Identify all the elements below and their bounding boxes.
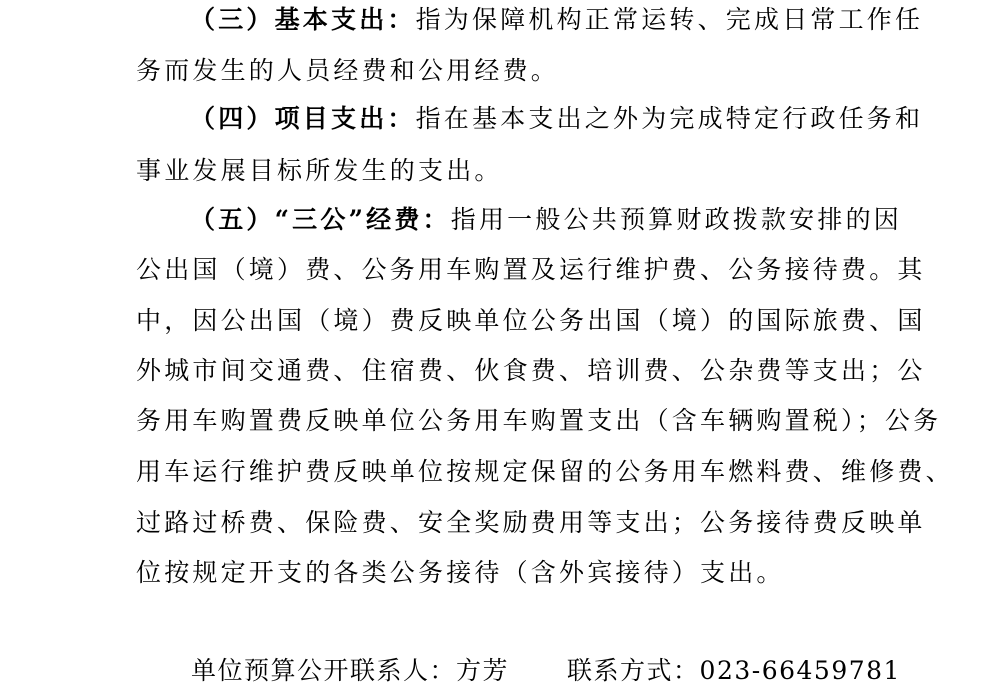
- paragraph-3-line-1: [190, 205, 902, 235]
- paragraph-2-line-2: 事业发展目标所发生的支出。: [136, 156, 503, 185]
- paragraph-3-line-4: 外城市间交通费、住宿费、伙食费、培训费、公杂费等支出；公: [136, 356, 926, 385]
- paragraph-3-line-7: 过路过桥费、保险费、安全奖励费用等支出；公务接待费反映单: [136, 508, 926, 537]
- paragraph-3-line-2: 公出国（境）费、公务用车购置及运行维护费、公务接待费。其: [136, 255, 926, 284]
- paragraph-2-line-1: [190, 104, 923, 134]
- term-basic-expenditure: （三）基本支出：: [190, 5, 416, 34]
- definition-text: 指用一般公共预算财政拨款安排的因: [450, 205, 902, 234]
- paragraph-1-line-1: [190, 5, 923, 35]
- paragraph-1-line-2: 务而发生的人员经费和公用经费。: [136, 56, 560, 85]
- definition-text: 指为保障机构正常运转、完成日常工作任: [415, 5, 924, 34]
- paragraph-3-line-5: 务用车购置费反映单位公务用车购置支出（含车辆购置税）；公务: [136, 406, 942, 435]
- term-three-public-expenses: （五）“三公”经费：: [190, 205, 451, 234]
- term-project-expenditure: （四）项目支出：: [190, 104, 416, 133]
- contact-footer: [191, 656, 901, 686]
- paragraph-3-line-6: 用车运行维护费反映单位按规定保留的公务用车燃料费、维修费、: [136, 457, 954, 486]
- paragraph-3-line-8: 位按规定开支的各类公务接待（含外宾接待）支出。: [136, 558, 785, 587]
- phone-number: 023-66459781: [699, 656, 901, 685]
- phone-label: 联系方式：: [567, 656, 700, 685]
- contact-label: 单位预算公开联系人：: [191, 656, 457, 685]
- contact-name: 方芳: [456, 656, 510, 685]
- definition-text: 指在基本支出之外为完成特定行政任务和: [415, 104, 924, 133]
- paragraph-3-line-3: 中，因公出国（境）费反映单位公务出国（境）的国际旅费、国: [136, 306, 926, 335]
